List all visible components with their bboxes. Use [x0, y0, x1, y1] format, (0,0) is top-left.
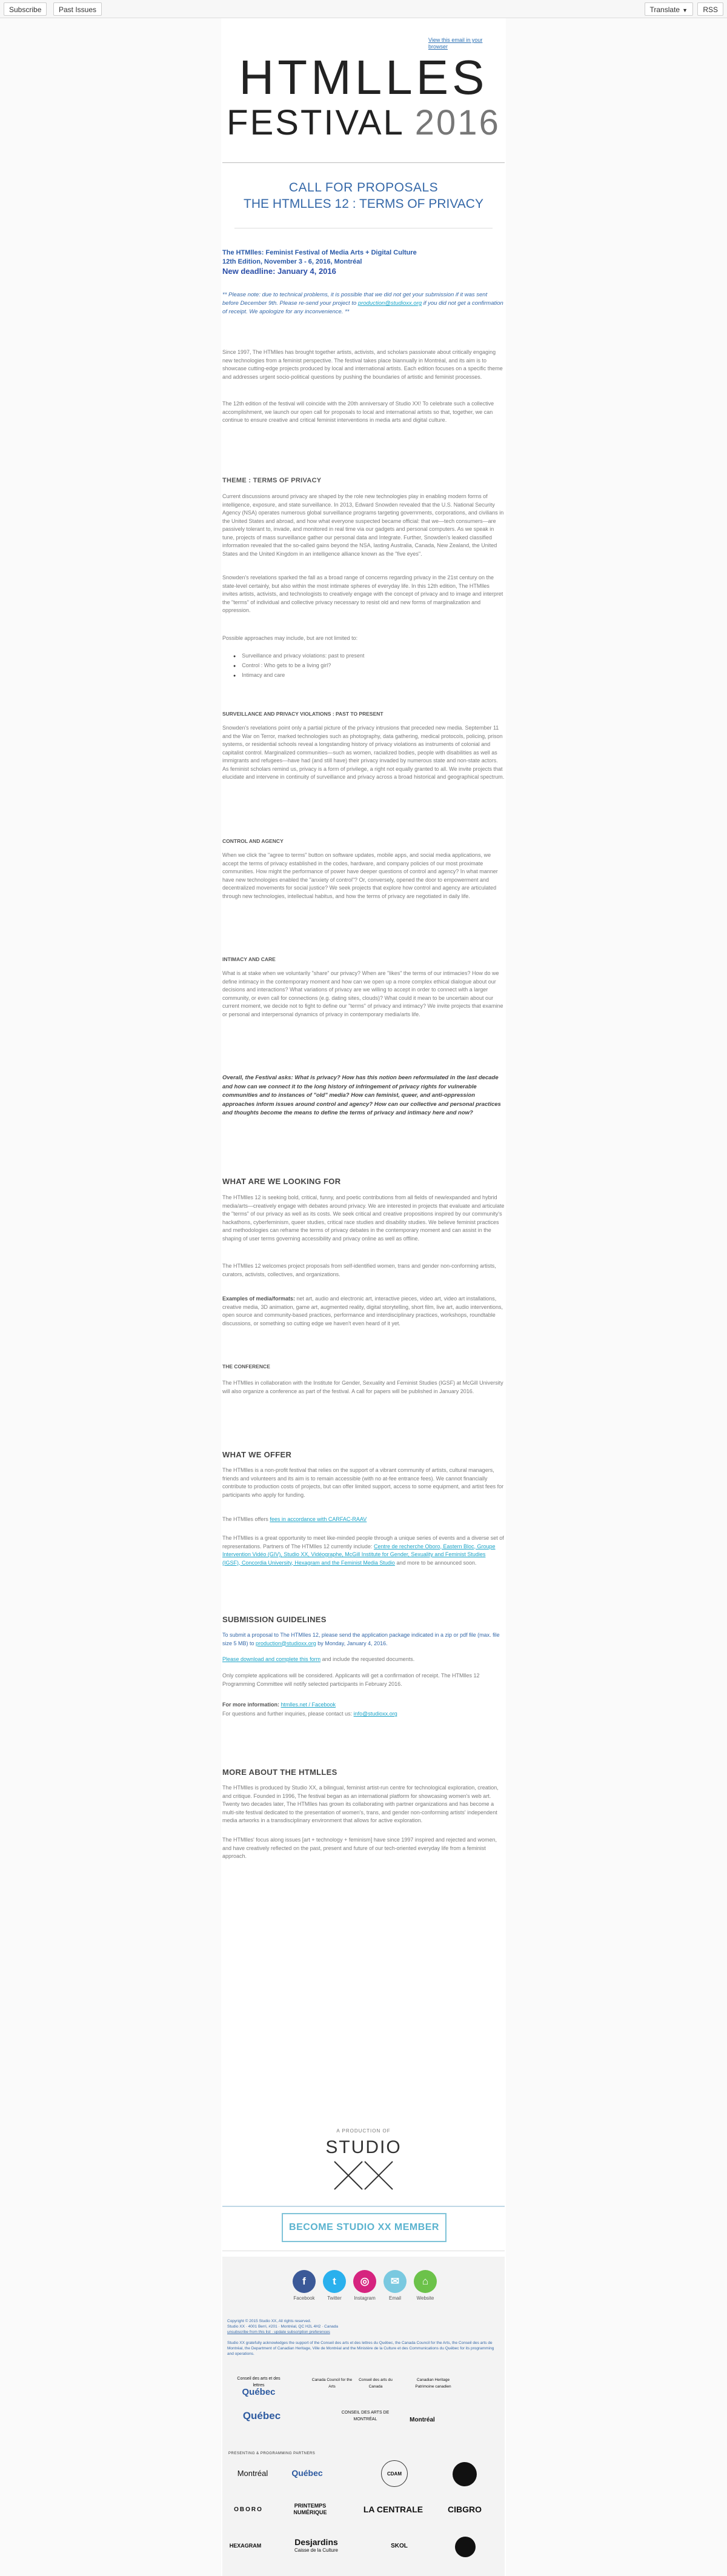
social-label: Website	[416, 2295, 434, 2301]
technical-note	[222, 291, 505, 316]
submission-deadline: by Monday, January 4, 2016.	[316, 1640, 388, 1646]
conference-paragraph: The HTMlles in collaboration with the Institute for Gender, Sexuality and Feminist Studies (IGSF) at McGill University will also organize a conference as part of the festival. A call for papers will be published in January 2016.	[222, 1380, 503, 1394]
divider	[222, 162, 505, 163]
logo-text: Québec	[242, 2387, 276, 2397]
offer-fees-text: The HTMlles offers	[222, 1516, 270, 1522]
approaches-list	[243, 651, 497, 681]
about-paragraph-2: The HTMlles' focus along issues [art + technology + feminism] have since 1997 inspired and rejected and women, and have creatively reflected on the past, present and future of our tech-oriented everyday life from a feminist approach.	[222, 1837, 497, 1859]
submission-paragraph-4	[222, 1701, 505, 1709]
partners-text: The HTMlles is a great opportunity to meet like-minded people through a unique series of events and a diverse set of representations. Partners of The HTMlles 12 currently include:	[222, 1535, 504, 1549]
view-in-browser-link[interactable]: View this email in your browser	[428, 37, 483, 50]
theme-paragraph-1: Current discussions around privacy are shaped by the role new technologies play in enabling modern forms of intelligence, exposure, and state surveillance. In 2013, Edward Snowden revealed that the U.S. National Security Agency (NSA) operates numerous global surveillance programs targeting governments, corporations, and civilians in the United States and abroad, and how what everyone suspected became official: that we—tech consumers—are passively tolerant to, invade, and monitored in real time via our gadgets and personal computers. As we speak in tune, projects of mass surveillance gather our personal data and Integrate. Further, Snowden's leaked classified information revealed that the so-called gains beyond the NSA, lasting Australia, Canada, New Zealand, the United States and the United Kingdom in an intelligence alliance known as the "five eyes".	[222, 493, 504, 557]
info-email-link[interactable]: info@studioxx.org	[353, 1711, 397, 1717]
twitter-icon: t	[323, 2270, 346, 2293]
hexagram-logo: HEXAGRAM	[229, 2543, 262, 2549]
intro-line-1: The HTMlles: Feminist Festival of Media Arts + Digital Culture	[222, 249, 417, 256]
submission-heading: SUBMISSION GUIDELINES	[222, 1615, 327, 1624]
download-form-link[interactable]: Please download and complete this form	[222, 1656, 321, 1662]
intro-block	[222, 248, 505, 276]
conseil-canada-logo: Conseil des arts du Canada	[359, 2378, 393, 2389]
call-subheading: THE HTMLLES 12 : TERMS OF PRIVACY	[244, 197, 483, 211]
funders-note: Studio XX gratefully acknowledges the support of the Conseil des arts et des lettres du Québec, the Canada Council for the Arts, the Conseil des arts de Montréal, the Department of Canadian Heritage, Ville de Montréal and the Ministère de la Culture et des Communications du Québec for its programming and operations.	[227, 2341, 494, 2356]
skol-logo: SKOL	[391, 2543, 408, 2549]
submission-paragraph-3: Only complete applications will be considered. Applicants will get a confirmation of receipt. The HTMlles 12 Programming Committee will notify selected participants in February 2016.	[222, 1672, 480, 1687]
logo-year: 2016	[414, 103, 500, 142]
list-item: ● Control : Who gets to be a living girl?	[243, 661, 497, 671]
social-twitter[interactable]	[321, 2270, 348, 2301]
footer	[222, 2257, 505, 2576]
deadline: New deadline: January 4, 2016	[222, 267, 336, 276]
examples-text: net art, audio and electronic art, interactive pieces, video art, video art installations, creative media, 3D animation, game art, augmented reality, digital storytelling, short film, live art, audio interventions, open source and community-based practices, performance and interdisciplinary practices, workshops, roundtable discussions, or something so cutting edge we haven't even heard of it yet.	[222, 1296, 503, 1326]
theme-heading: THEME : TERMS OF PRIVACY	[222, 477, 322, 484]
logo-text: Canadian Heritage	[416, 2378, 450, 2382]
call-heading: CALL FOR PROPOSALS	[288, 181, 439, 195]
logo-text: Caisse de la Culture	[294, 2548, 339, 2553]
festival-logo-subtitle	[222, 105, 505, 141]
calq-logo	[231, 2375, 287, 2397]
partners-label: PRESENTING & PROGRAMMING PARTNERS	[228, 2452, 316, 2455]
theme-paragraph-3: Possible approaches may include, but are not limited to:	[222, 635, 358, 641]
translate-label: Translate	[649, 5, 680, 14]
intimacy-heading: INTIMACY AND CARE	[222, 956, 276, 962]
about-heading: MORE ABOUT THE HTMLLES	[222, 1768, 337, 1777]
submission-lead: To submit a proposal to The HTMlles 12, please send the application package indicated in a zip or pdf file (max. file size 5 MB) to	[222, 1632, 500, 1646]
social-bar	[222, 2270, 505, 2312]
social-label: Instagram	[354, 2295, 376, 2301]
note-text-end: if you did not get a confirmation of receipt. We apologize for any inconvenience. **	[222, 300, 503, 315]
looking-heading: WHAT ARE WE LOOKING FOR	[222, 1177, 341, 1186]
festival-logo-title: HTMLLES	[239, 50, 488, 104]
looking-paragraph-2: The HTMlles 12 welcomes project proposals from self-identified women, trans and gender non-conforming artists, curators, activists, collectives, and organizations.	[222, 1263, 496, 1277]
note-text: ** Please note: due to technical problems, it is possible that we did not get your submission if it was sent before December 9th. Please re-send your project to	[222, 291, 488, 307]
la-centrale-logo: LA CENTRALE	[363, 2504, 423, 2514]
chevron-down-icon: ▼	[682, 7, 688, 13]
subscribe-button[interactable]: Subscribe	[4, 2, 47, 16]
overall-question: Overall, the Festival asks: What is privacy? How has this notion been reformulated in the last decade and how can we connect it to the long history of infringement of privacy rights for vulnerable communities and to instances of "old" media? How can feminist, queer, and anti-oppression approaches inform issues around control and agency? How can our collective and personal practices and thoughts become the means to define the terms of privacy and intimacy here and now?	[222, 1074, 501, 1116]
logo-text: Conseil des arts et des lettres	[237, 2377, 281, 2388]
looking-paragraph-1: The HTMlles 12 is seeking bold, critical, funny, and poetic contributions from all fields of new/expanded and hybrid media/arts—creatively engage with debates around privacy. We are interested in projects that evaluate and articulate the "terms" of our privacy as well as its costs. We seek critical and creative propositions inspired by our community's hackathons, cyberfeminism, queer studies, critical race studies and disability studies. We believe feminist practices and methodologies can reframe the terms of privacy debates in the contemporary moment and can assist in the shaping of user terms governing accessibility and privacy online as well as offline.	[222, 1194, 505, 1242]
more-info-label: For more information:	[222, 1702, 279, 1708]
divider	[222, 2206, 505, 2207]
submission-paragraph-2	[222, 1656, 505, 1664]
top-bar	[0, 0, 727, 18]
email-column	[221, 18, 506, 2576]
partner-circle-logo	[455, 2537, 476, 2557]
cdam-logo: CDAM	[387, 2471, 402, 2477]
past-issues-button[interactable]: Past Issues	[53, 2, 102, 16]
intro-line-2: 12th Edition, November 3 - 6, 2016, Montréal	[222, 258, 362, 265]
contact-text: For questions and further inquiries, please contact us:	[222, 1711, 354, 1717]
montreal-partner-logo: Montréal	[237, 2469, 268, 2478]
heritage-logo	[411, 2377, 455, 2390]
canada-council-logo: Canada Council for the Arts	[311, 2378, 353, 2389]
montreal-logo: Montréal	[410, 2417, 435, 2423]
submission-email-link[interactable]: production@studioxx.org	[256, 1640, 316, 1646]
submission-paragraph-5	[222, 1710, 505, 1719]
partners-text-end: and more to be announced soon.	[394, 1559, 477, 1566]
logo-text: Québec	[242, 2410, 281, 2421]
social-label: Twitter	[327, 2295, 342, 2301]
production-email-link[interactable]: production@studioxx.org	[357, 300, 422, 307]
logo-word: FESTIVAL	[227, 103, 403, 142]
cibgro-logo: CIBGRO	[448, 2504, 482, 2514]
offer-paragraph-1: The HTMlles is a non-profit festival that relies on the support of a vibrant community of artists, cultural managers, friends and volunteers and its aim is to remain accessible (with no at-fee entrance fees). We cannot financially contribute to production costs of projects, but can offer limited support, access to some equipment, and artist fees for participants who apply for funding.	[222, 1467, 504, 1498]
list-item: ● Surveillance and privacy violations: past to present	[243, 651, 497, 661]
offer-heading: WHAT WE OFFER	[222, 1450, 292, 1459]
offer-paragraph-2	[222, 1516, 505, 1524]
social-label: Facebook	[293, 2295, 315, 2301]
surveillance-heading: SURVEILLANCE AND PRIVACY VIOLATIONS : PAST TO PRESENT	[222, 711, 383, 717]
offer-paragraph-3	[222, 1534, 505, 1567]
social-facebook[interactable]	[291, 2270, 317, 2301]
desjardins-logo	[283, 2539, 350, 2554]
website-icon: ⌂	[414, 2270, 437, 2293]
examples-label: Examples of media/formats:	[222, 1296, 296, 1302]
submission-paragraph-1	[222, 1631, 505, 1648]
logo-text: Desjardins	[294, 2537, 338, 2547]
list-item: ● Intimacy and care	[243, 671, 497, 681]
logo-text: Québec	[291, 2468, 323, 2478]
address: Studio XX · 4001 Berri, #201 · Montréal, QC H2L 4H2 · Canada	[227, 2325, 338, 2329]
carfac-link[interactable]: fees in accordance with CARFAC-RAAV	[270, 1516, 367, 1522]
social-label: Email	[388, 2295, 401, 2301]
partners-links[interactable]: Centre de recherche Oboro, Eastern Bloc, Groupe Intervention Vidéo (GIV), Studio XX, Vidéographe, McGill Institute for Gender, Sexuality and Feminist Studies (IGSF), Concordia University, Hexagram and the Feminist Media Studio	[222, 1543, 496, 1566]
copyright: Copyright © 2015 Studio XX, All rights reserved.	[227, 2319, 311, 2323]
logo-text: Patrimoine canadien	[415, 2385, 451, 2389]
translate-dropdown[interactable]	[645, 2, 694, 16]
instagram-icon: ◎	[353, 2270, 376, 2293]
control-paragraph: When we click the "agree to terms" button on software updates, mobile apps, and social media applications, we accept the terms of privacy established in the codes, hardware, and company policies of our most proximate communities. How might the performance of power have deeper questions of control and agency? In what manner have new technologies enabled the "anxiety of control"? Or, conversely, opened the door to empowerment and decentralized movements for social justice? We seek projects that explore how control and agency are articulated through new technologies, intellectual habitus, and how the terms of privacy are negotiated in daily life.	[222, 852, 498, 899]
quebec-logo	[234, 2412, 289, 2421]
printemps-logo: PRINTEMPS NUMÉRIQUE	[293, 2503, 327, 2515]
about-paragraph-1: The HTMlles is produced by Studio XX, a bilingual, feminist artist-run centre for technological exploration, creation, and critique. Founded in 1996, The festival began as an international platform for showcasing women's web art. Twenty two decades later, The HTMlles has grown its collaborating with partner organizations and has become a multi-site festival dedicated to the presentation of women's, trans, and gender non-conforming artists' independent media artworks in a transdisciplinary environment that allows for active exploration.	[222, 1785, 499, 1823]
rss-button[interactable]: RSS	[697, 2, 723, 16]
looking-paragraph-3	[222, 1295, 505, 1328]
social-email[interactable]	[382, 2270, 408, 2301]
become-member-button[interactable]: BECOME STUDIO XX MEMBER	[282, 2213, 446, 2242]
studio-logo-text: STUDIO	[325, 2137, 402, 2157]
email-icon: ✉	[383, 2270, 407, 2293]
paragraph-since: Since 1997, The HTMlles has brought together artists, activists, and scholars passionate about critically engaging new technologies from a feminist perspective. The festival takes place biannually in Montréal, and its aim is to showcase cutting-edge projects produced by local and international artists. Each edition focuses on a specific theme and addresses urgent socio-political questions by pushing the boundaries of artistic and feminist processes.	[222, 349, 503, 380]
theme-paragraph-2: Snowden's revelations sparked the fall as a broad range of concerns regarding privacy in the 21st century on the state-level certainly, but also within the most intimate spheres of everyday life. In this 12th edition, The HTMlles invites artists, activists, and technologists to creatively engage with the concept of privacy and to image and interpret the "terms" of individual and collective privacy necessary to resist old and new forms of marginalization and oppression.	[222, 574, 503, 613]
cam-logo: CONSEIL DES ARTS DE MONTRÉAL	[341, 2411, 390, 2421]
surveillance-paragraph: Snowden's revelations point only a partial picture of the privacy intrusions that preceded new media. September 11 and the War on Terror, marked technologies such as photography, data gathering, medical protocols, policing, prison systems, or residential schools reveal a longstanding history of privacy violations as instruments of colonial and capitalist control. Marginalized communities—such as women, racialized bodies, people with disabilities as well as immigrants and refugees—have had (and still have) their privacy invaded by numerous state and non-state actors. As feminist scholars remind us, privacy is a form of privilege, a right not equally granted to all. We invite projects that elucidate and intervene in continuity of surveillance and privacy across a broad historical and geographical spectrum.	[222, 725, 505, 780]
partner-circle-logo	[453, 2462, 477, 2486]
facebook-icon: f	[293, 2270, 316, 2293]
unsubscribe-link[interactable]: unsubscribe from this list · update subscription preferences	[227, 2330, 330, 2334]
production-of-label: A PRODUCTION OF	[336, 2128, 391, 2134]
control-heading: CONTROL AND AGENCY	[222, 838, 284, 844]
form-text: and include the requested documents.	[320, 1656, 415, 1662]
more-info-links[interactable]: htmlles.net / Facebook	[281, 1702, 336, 1708]
social-website[interactable]	[412, 2270, 439, 2301]
quebec-partner-logo	[283, 2470, 331, 2478]
studio-xx-logo	[333, 2160, 394, 2191]
conference-heading: THE CONFERENCE	[222, 1363, 270, 1370]
oboro-logo: OBORO	[234, 2506, 263, 2513]
social-instagram[interactable]	[351, 2270, 378, 2301]
intimacy-paragraph: What is at stake when we voluntarily "share" our privacy? When are "likes" the terms of our intimacies? How do we define intimacy in the contemporary moment and how can we open up a more complex ethical dialogue about our decisions and interactions? What variations of privacy are we willing to accept in order to connect with a larger community, or even call for connections (e.g. dating sites, clouds)? What could it mean to be uncertain about our current moment, we decide not to fight to define our "terms" of privacy and intimacy? We invite projects that examine or personal and interpersonal dynamics of privacy in contemporary media/arts life.	[222, 970, 503, 1017]
paragraph-edition: The 12th edition of the festival will coincide with the 20th anniversary of Studio XX! To celebrate such a collective accomplishment, we launch our open call for proposals to local and international artists so that, together, we can continue to ensure creative and critical feminist interventions in media arts and digital culture.	[222, 401, 494, 423]
